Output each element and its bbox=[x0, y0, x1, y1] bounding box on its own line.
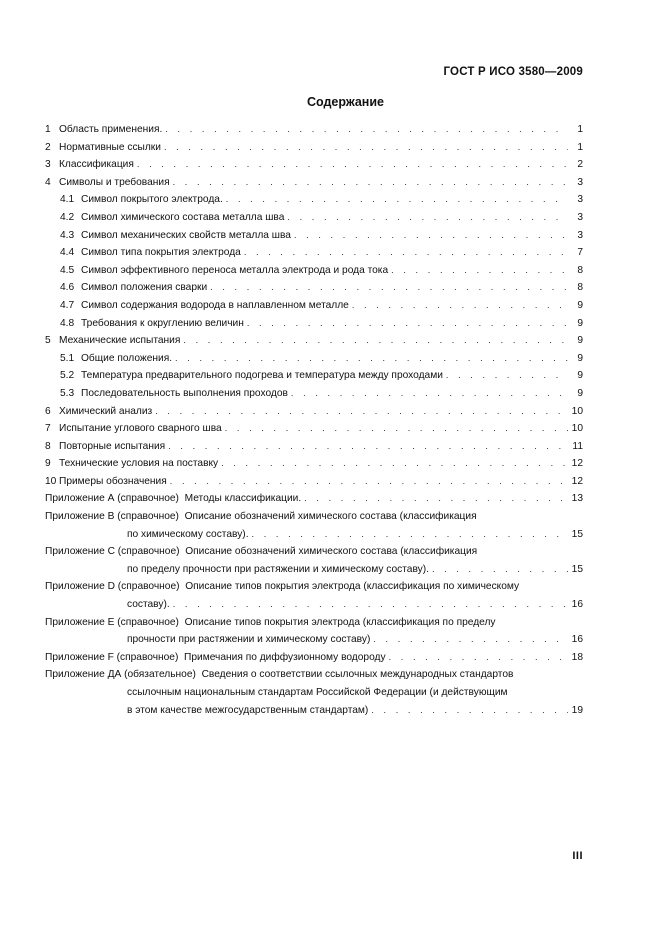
toc-entry[interactable] bbox=[45, 209, 583, 227]
toc-entry-page: 3 bbox=[577, 176, 583, 188]
toc-sections bbox=[45, 121, 583, 490]
toc-entry-title: Символ химического состава металла шва bbox=[81, 211, 285, 223]
toc-entry-number: 4.2 bbox=[60, 211, 75, 223]
appendix-label: Приложение А (справочное) bbox=[45, 493, 179, 505]
dot-leader bbox=[389, 649, 568, 667]
toc-entry[interactable] bbox=[45, 156, 583, 174]
toc-entry-lead bbox=[45, 455, 218, 473]
toc-entry-number: 7 bbox=[45, 423, 51, 435]
dot-leader bbox=[244, 244, 568, 262]
toc-entry-lead bbox=[45, 473, 167, 491]
appendix-lead bbox=[45, 578, 519, 596]
toc-entry-title: Химический анализ bbox=[59, 405, 153, 417]
toc-entry-number: 1 bbox=[45, 124, 51, 135]
toc-entry-page: 1 bbox=[577, 141, 583, 153]
dot-leader bbox=[432, 561, 568, 579]
toc-entry-number: 4.8 bbox=[60, 317, 75, 329]
toc-entry-number: 5.3 bbox=[60, 387, 75, 399]
toc-entry[interactable] bbox=[45, 403, 583, 421]
toc-entry-title: Символ положения сварки bbox=[81, 282, 208, 294]
toc-entry-page: 3 bbox=[577, 229, 583, 241]
toc-entry-lead bbox=[45, 191, 223, 209]
appendix-label: Приложение В (справочное) bbox=[45, 511, 179, 523]
appendix-title-line: Примечания по диффузионному водороду bbox=[184, 651, 386, 663]
toc-entry-title: Примеры обозначения bbox=[59, 475, 167, 487]
dot-leader bbox=[137, 156, 568, 174]
appendix-entry[interactable] bbox=[45, 649, 583, 667]
appendix-page: 15 bbox=[571, 528, 583, 540]
appendix-page: 18 bbox=[571, 651, 583, 663]
toc-entry-page: 10 bbox=[571, 423, 583, 435]
appendix-lead bbox=[45, 526, 249, 544]
toc-entry-lead bbox=[45, 438, 165, 456]
toc-entry-page: 9 bbox=[577, 370, 583, 382]
appendix-lead bbox=[45, 631, 370, 649]
appendix-title-line: Описание типов покрытия электрода (классификация по пределу bbox=[184, 616, 496, 628]
toc-entry-number: 3 bbox=[45, 159, 51, 171]
toc-entry-lead bbox=[45, 209, 284, 227]
toc-entry-title: Символ покрытого электрода. bbox=[81, 194, 223, 206]
dot-leader bbox=[165, 121, 568, 139]
toc-entry-page: 8 bbox=[577, 264, 583, 276]
appendix-title-line: по пределу прочности при растяжении и химическому составу). bbox=[127, 563, 429, 575]
dot-leader bbox=[173, 174, 568, 192]
toc-entry-page: 11 bbox=[572, 440, 583, 452]
appendix-lead bbox=[45, 684, 508, 702]
appendix-lead bbox=[45, 666, 513, 684]
appendix-entry[interactable] bbox=[45, 614, 583, 649]
toc-entry-title: Испытание углового сварного шва bbox=[59, 423, 222, 435]
appendix-entry[interactable] bbox=[45, 578, 583, 613]
toc-entry-page: 8 bbox=[577, 282, 583, 294]
toc-entry-number: 5 bbox=[45, 335, 51, 347]
dot-leader bbox=[175, 350, 568, 368]
toc-entry[interactable] bbox=[45, 473, 583, 491]
toc-entry-lead bbox=[45, 121, 162, 139]
dot-leader bbox=[170, 473, 568, 491]
dot-leader bbox=[168, 438, 568, 456]
toc-entry[interactable] bbox=[45, 367, 583, 385]
appendix-label: Приложение F (справочное) bbox=[45, 651, 179, 663]
appendix-label: Приложение С (справочное) bbox=[45, 546, 180, 558]
toc-entry-number: 2 bbox=[45, 141, 51, 153]
toc-entry-number: 5.1 bbox=[60, 352, 75, 364]
appendix-title-line: Описание обозначений химического состава (классификация bbox=[184, 511, 477, 523]
dot-leader bbox=[173, 596, 568, 614]
dot-leader bbox=[155, 403, 568, 421]
toc-entry-number: 4.3 bbox=[60, 229, 75, 241]
toc-entry[interactable] bbox=[45, 420, 583, 438]
dot-leader bbox=[446, 367, 568, 385]
dot-leader bbox=[371, 702, 568, 720]
dot-leader bbox=[164, 139, 568, 157]
dot-leader bbox=[352, 297, 568, 315]
toc-entry-title: Символ содержания водорода в наплавленном металле bbox=[81, 299, 349, 311]
dot-leader bbox=[247, 315, 568, 333]
toc-entry[interactable] bbox=[45, 438, 583, 456]
toc-entry-lead bbox=[45, 385, 288, 403]
toc-entry-page: 2 bbox=[577, 159, 583, 171]
toc-entry-lead bbox=[45, 279, 207, 297]
appendix-entry[interactable] bbox=[45, 490, 583, 508]
appendix-title-line: прочности при растяжении и химическому составу) bbox=[127, 634, 371, 646]
toc-entry[interactable] bbox=[45, 191, 583, 209]
toc-entry-page: 9 bbox=[577, 387, 583, 399]
dot-leader bbox=[183, 332, 568, 350]
toc-entry-lead bbox=[45, 297, 349, 315]
toc-entry-number: 8 bbox=[45, 440, 51, 452]
appendix-title-line: в этом качестве межгосударственным стандартам) bbox=[127, 704, 369, 716]
toc-entry-number: 4.1 bbox=[60, 194, 75, 206]
appendix-lead bbox=[45, 702, 368, 720]
appendix-label: Приложение D (справочное) bbox=[45, 581, 180, 593]
appendix-title-line: Методы классификации. bbox=[184, 493, 302, 505]
toc-entry-page: 7 bbox=[577, 247, 583, 259]
dot-leader bbox=[225, 420, 568, 438]
appendix-page: 16 bbox=[571, 599, 583, 611]
toc-entry-lead bbox=[45, 350, 172, 368]
toc-entry-title: Повторные испытания bbox=[59, 440, 166, 452]
appendix-entry[interactable] bbox=[45, 666, 583, 719]
appendix-title-line: по химическому составу). bbox=[127, 528, 249, 540]
dot-leader bbox=[210, 279, 568, 297]
toc-entry-number: 4 bbox=[45, 176, 51, 188]
appendix-lead bbox=[45, 508, 477, 526]
appendix-title-line: ссылочным национальным стандартам Российской Федерации (и действующим bbox=[127, 687, 508, 698]
toc-entry-title: Символы и требования bbox=[59, 176, 170, 188]
toc-entry[interactable] bbox=[45, 174, 583, 192]
appendix-title-line: составу). bbox=[127, 599, 170, 611]
toc-entry-page: 1 bbox=[577, 124, 583, 135]
toc-entry-number: 10 bbox=[45, 475, 57, 487]
document-code: ГОСТ Р ИСО 3580—2009 bbox=[443, 66, 583, 78]
toc-entry[interactable] bbox=[45, 297, 583, 315]
toc-entry-title: Символ эффективного переноса металла электрода и рода тока bbox=[81, 264, 389, 276]
appendix-lead bbox=[45, 614, 496, 632]
toc-entry-number: 4.5 bbox=[60, 264, 75, 276]
dot-leader bbox=[226, 191, 568, 209]
toc-entry[interactable] bbox=[45, 121, 583, 139]
toc-entry-lead bbox=[45, 332, 180, 350]
toc-entry-title: Последовательность выполнения проходов bbox=[81, 387, 288, 399]
appendix-lead bbox=[45, 561, 429, 579]
dot-leader bbox=[221, 455, 568, 473]
appendix-page: 13 bbox=[571, 493, 583, 505]
dot-leader bbox=[373, 631, 568, 649]
toc-entry[interactable] bbox=[45, 244, 583, 262]
toc-appendices bbox=[45, 490, 583, 719]
appendix-page: 15 bbox=[571, 563, 583, 575]
appendix-lead bbox=[45, 596, 170, 614]
toc-entry-title: Символ механических свойств металла шва bbox=[81, 229, 291, 241]
appendix-label: Приложение ДА (обязательное) bbox=[45, 669, 196, 681]
appendix-title-line: Описание типов покрытия электрода (классификация по химическому bbox=[185, 581, 520, 593]
toc-entry-title: Механические испытания bbox=[59, 335, 181, 347]
toc-entry-lead bbox=[45, 139, 161, 157]
dot-leader bbox=[304, 490, 568, 508]
appendix-page: 16 bbox=[571, 634, 583, 646]
toc-entry[interactable] bbox=[45, 262, 583, 280]
toc-entry-lead bbox=[45, 244, 241, 262]
toc-entry-lead bbox=[45, 420, 222, 438]
toc-entry[interactable] bbox=[45, 227, 583, 245]
toc-entry-lead bbox=[45, 367, 443, 385]
dot-leader bbox=[287, 209, 568, 227]
toc-entry-page: 10 bbox=[571, 405, 583, 417]
toc-entry-number: 4.4 bbox=[60, 247, 75, 259]
toc-entry-lead bbox=[45, 315, 244, 333]
toc-entry-title: Область применения. bbox=[59, 124, 163, 135]
toc-entry[interactable] bbox=[45, 139, 583, 157]
toc-entry-page: 3 bbox=[577, 194, 583, 206]
appendix-title-line: Описание обозначений химического состава (классификация bbox=[185, 546, 478, 558]
toc-entry-title: Классификация bbox=[59, 159, 134, 171]
toc-entry-lead bbox=[45, 262, 388, 280]
toc-entry-title: Символ типа покрытия электрода bbox=[81, 247, 241, 259]
toc-entry-lead bbox=[45, 174, 170, 192]
dot-leader bbox=[252, 526, 568, 544]
toc-entry-lead bbox=[45, 403, 152, 421]
toc-entry[interactable] bbox=[45, 350, 583, 368]
toc-entry-number: 4.7 bbox=[60, 299, 75, 311]
page-number: III bbox=[572, 850, 583, 862]
toc-entry-page: 12 bbox=[571, 475, 583, 487]
toc-entry-number: 5.2 bbox=[60, 370, 75, 382]
toc-entry-page: 12 bbox=[571, 458, 583, 470]
toc-entry-lead bbox=[45, 156, 134, 174]
toc-entry[interactable] bbox=[45, 279, 583, 297]
appendix-lead bbox=[45, 649, 386, 667]
dot-leader bbox=[294, 227, 568, 245]
toc-entry-title: Общие положения. bbox=[81, 352, 173, 364]
toc-entry-title: Технические условия на поставку bbox=[59, 458, 219, 470]
appendix-title-line: Сведения о соответствии ссылочных международных стандартов bbox=[201, 669, 514, 681]
toc-entry[interactable] bbox=[45, 455, 583, 473]
appendix-lead bbox=[45, 490, 301, 508]
toc-entry-page: 9 bbox=[577, 335, 583, 347]
toc-entry-page: 3 bbox=[577, 211, 583, 223]
toc-entry-number: 6 bbox=[45, 405, 51, 417]
toc-entry[interactable] bbox=[45, 332, 583, 350]
toc-entry-number: 9 bbox=[45, 458, 51, 470]
toc-entry-lead bbox=[45, 227, 291, 245]
toc-entry-title: Требования к округлению величин bbox=[81, 317, 244, 329]
toc-entry-title: Температура предварительного подогрева и температура между проходами bbox=[81, 370, 443, 382]
table-of-contents bbox=[45, 121, 583, 719]
appendix-page: 19 bbox=[571, 704, 583, 716]
toc-entry-page: 9 bbox=[577, 317, 583, 329]
page-title: Содержание bbox=[306, 95, 384, 109]
dot-leader bbox=[291, 385, 568, 403]
appendix-label: Приложение Е (справочное) bbox=[45, 616, 179, 628]
toc-entry-page: 9 bbox=[577, 352, 583, 364]
toc-entry-number: 4.6 bbox=[60, 282, 75, 294]
appendix-lead bbox=[45, 543, 477, 561]
toc-entry[interactable] bbox=[45, 315, 583, 333]
toc-entry-page: 9 bbox=[577, 299, 583, 311]
dot-leader bbox=[391, 262, 568, 280]
toc-entry[interactable] bbox=[45, 385, 583, 403]
toc-entry-title: Нормативные ссылки bbox=[59, 141, 161, 153]
appendix-entry[interactable] bbox=[45, 508, 583, 543]
appendix-entry[interactable] bbox=[45, 543, 583, 578]
